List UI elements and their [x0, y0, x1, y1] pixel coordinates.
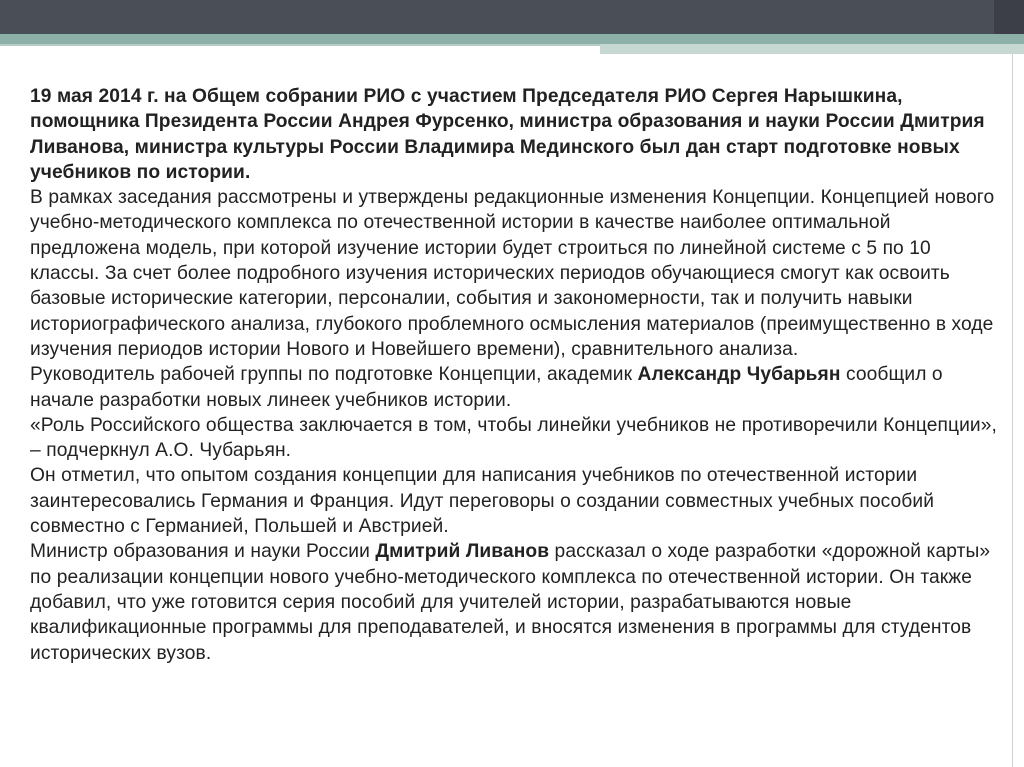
person-name-chubaryan: Александр Чубарьян — [637, 364, 841, 386]
paragraph-concept: В рамках заседания рассмотрены и утверждены редакционные изменения Концепции. Концепцией нового учебно-методического комплекса по отечественной истории в качестве наиболее оптимальной предложена модель, при которой изучение истории будет строиться по линейной системе с 5 по 10 классы. За счет более подробного изучения исторических периодов обучающиеся смогут как освоить базовые исторические категории, персоналии, события и закономерности, так и получить навыки историографического анализа, глубокого проблемного осмысления материалов (преимущественно в ходе изучения периодов истории Нового и Новейшего времени), сравнительного анализа. — [30, 187, 995, 360]
slide-body-text — [30, 84, 1002, 666]
paragraph-chubaryan-before: Руководитель рабочей группы по подготовке Концепции, академик — [30, 364, 638, 386]
paragraph-livanov-before: Министр образования и науки России — [30, 541, 376, 563]
right-border-rule — [1012, 54, 1013, 767]
header-thin-stripe — [0, 44, 600, 46]
header-teal-band — [0, 34, 1024, 44]
lead-paragraph: 19 мая 2014 г. на Общем собрании РИО с участием Председателя РИО Сергея Нарышкина, помощника Президента России Андрея Фурсенко, министра образования и науки России Дмитрия Ливанова, министра культуры России Владимира Мединского был дан старт подготовке новых учебников по истории. — [30, 86, 985, 183]
paragraph-chubaryan — [30, 362, 1002, 413]
header-light-teal-band — [600, 44, 1024, 54]
paragraph-quote: «Роль Российского общества заключается в том, чтобы линейки учебников не противоречили Концепции», – подчеркнул А.О. Чубарьян. — [30, 414, 997, 462]
paragraph-livanov-after: рассказал о ходе разработки «дорожной карты» по реализации концепции нового учебно-методического комплекса по отечественной истории. Он также добавил, что уже готовится серия пособий для учителей истории, разрабатываются новые квалификационные программы для преподавателей, и вносятся изменения в программы для студентов исторических вузов. — [30, 541, 991, 664]
header-dark-band — [0, 0, 1024, 34]
paragraph-chubaryan-after: сообщил о начале разработки новых линеек учебников истории. — [30, 364, 943, 411]
paragraph-livanov — [30, 539, 1002, 665]
paragraph-foreign-interest: Он отметил, что опытом создания концепции для написания учебников по отечественной истории заинтересовались Германия и Франция. Идут переговоры о создании совместных учебных пособий совместно с Германией, Польшей и Австрией. — [30, 465, 935, 538]
person-name-livanov: Дмитрий Ливанов — [375, 541, 550, 563]
